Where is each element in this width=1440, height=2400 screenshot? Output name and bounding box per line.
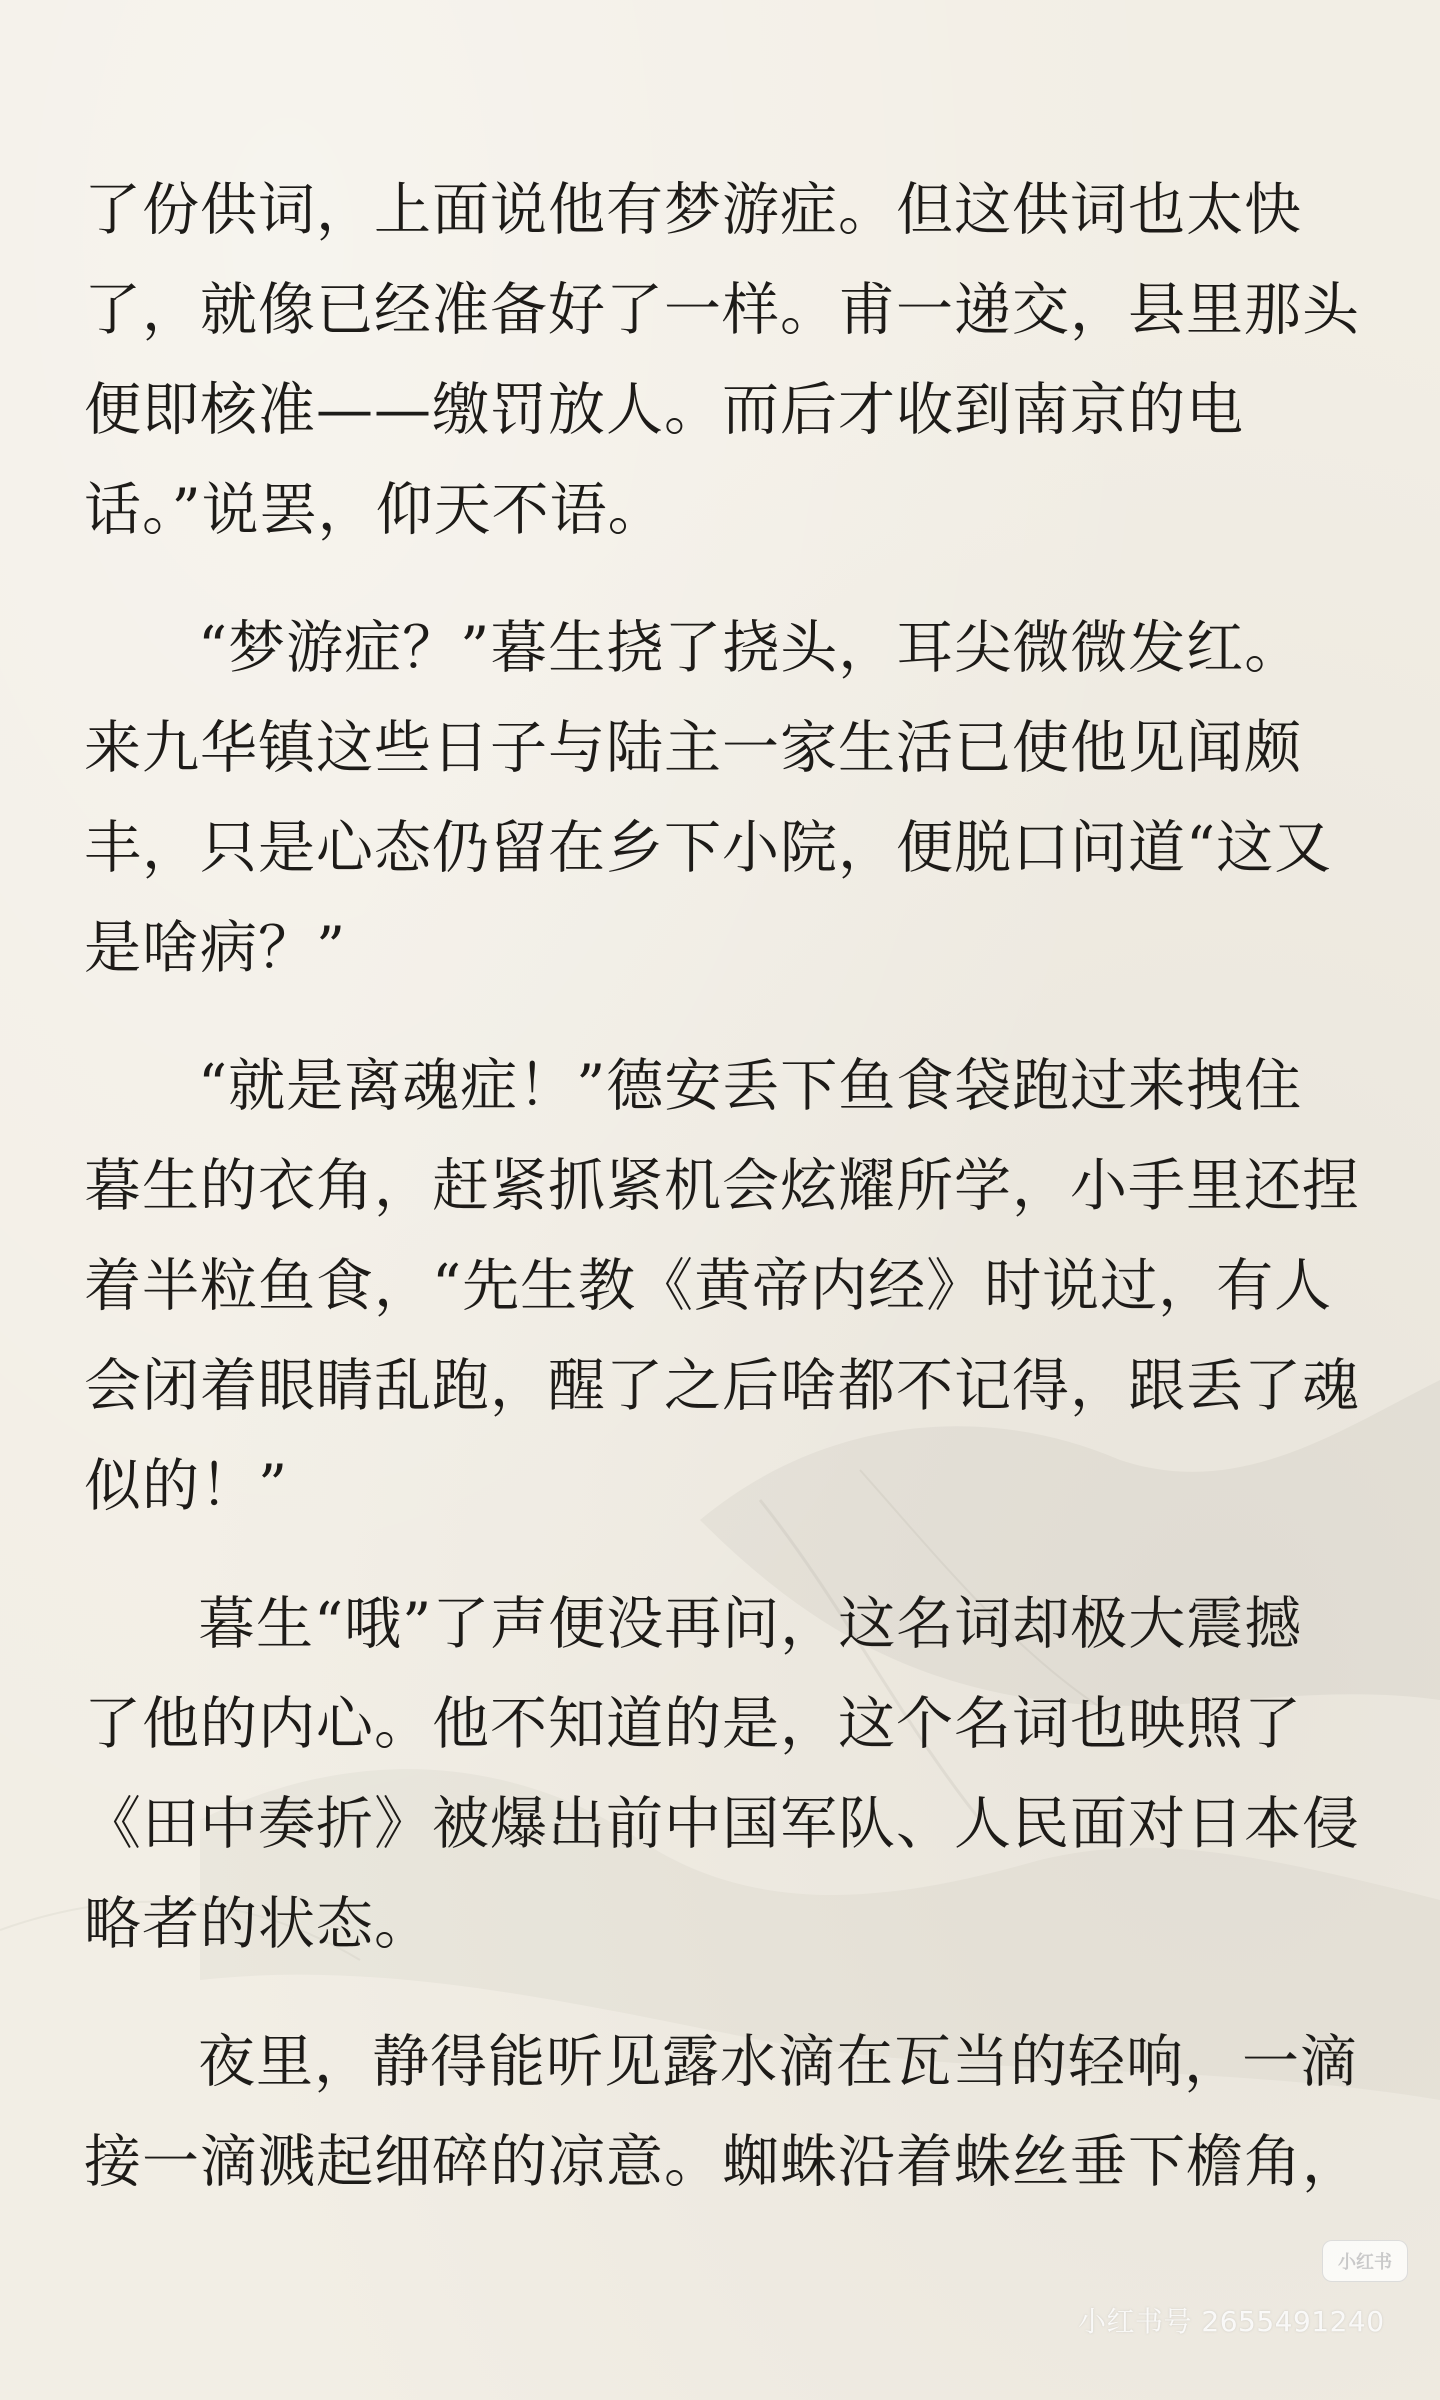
text-line: 暮生的衣角，赶紧抓紧机会炫耀所学，小手里还捏 <box>84 1153 1360 1219</box>
paragraph-2 <box>84 598 1374 998</box>
paragraph-5 <box>84 2012 1374 2212</box>
text-line: 话。”说罢，仰天不语。 <box>84 477 666 543</box>
text-line: 了，就像已经准备好了一样。甫一递交，县里那头 <box>84 277 1360 343</box>
text-line: 了份供词，上面说他有梦游症。但这供词也太快 <box>84 177 1302 243</box>
text-line: 暮生“哦”了声便没再问，这名词却极大震撼 <box>198 1591 1303 1657</box>
text-line: 会闭着眼睛乱跑，醒了之后啥都不记得，跟丢了魂 <box>84 1353 1360 1419</box>
app-logo <box>1322 2240 1408 2282</box>
text-line: 是啥病？” <box>84 915 347 981</box>
paragraph-3 <box>84 1036 1374 1536</box>
text-line: 《田中奏折》被爆出前中国军队、人民面对日本侵 <box>84 1791 1360 1857</box>
text-line: 便即核准——缴罚放人。而后才收到南京的电 <box>84 377 1244 443</box>
text-line: 丰，只是心态仍留在乡下小院，便脱口问道“这又 <box>84 815 1333 881</box>
text-line: 来九华镇这些日子与陆主一家生活已使他见闻颇 <box>84 715 1302 781</box>
article-text <box>84 160 1374 2250</box>
account-watermark: 小红书号 2655491240 <box>1078 2305 1385 2338</box>
paragraph-4 <box>84 1574 1374 1974</box>
text-line: 着半粒鱼食，“先生教《黄帝内经》时说过，有人 <box>84 1253 1333 1319</box>
text-line: 略者的状态。 <box>84 1891 432 1957</box>
app-logo-text: 小红书 <box>1338 2252 1392 2273</box>
text-line: “梦游症？”暮生挠了挠头，耳尖微微发红。 <box>198 615 1303 681</box>
text-line: “就是离魂症！”德安丢下鱼食袋跑过来拽住 <box>198 1053 1303 1119</box>
paragraph-1 <box>84 160 1374 560</box>
text-line: 夜里，静得能听见露水滴在瓦当的轻响，一滴 <box>198 2029 1358 2095</box>
text-line: 了他的内心。他不知道的是，这个名词也映照了 <box>84 1691 1302 1757</box>
text-line: 接一滴溅起细碎的凉意。蜘蛛沿着蛛丝垂下檐角， <box>84 2129 1360 2195</box>
text-line: 似的！” <box>84 1453 289 1519</box>
